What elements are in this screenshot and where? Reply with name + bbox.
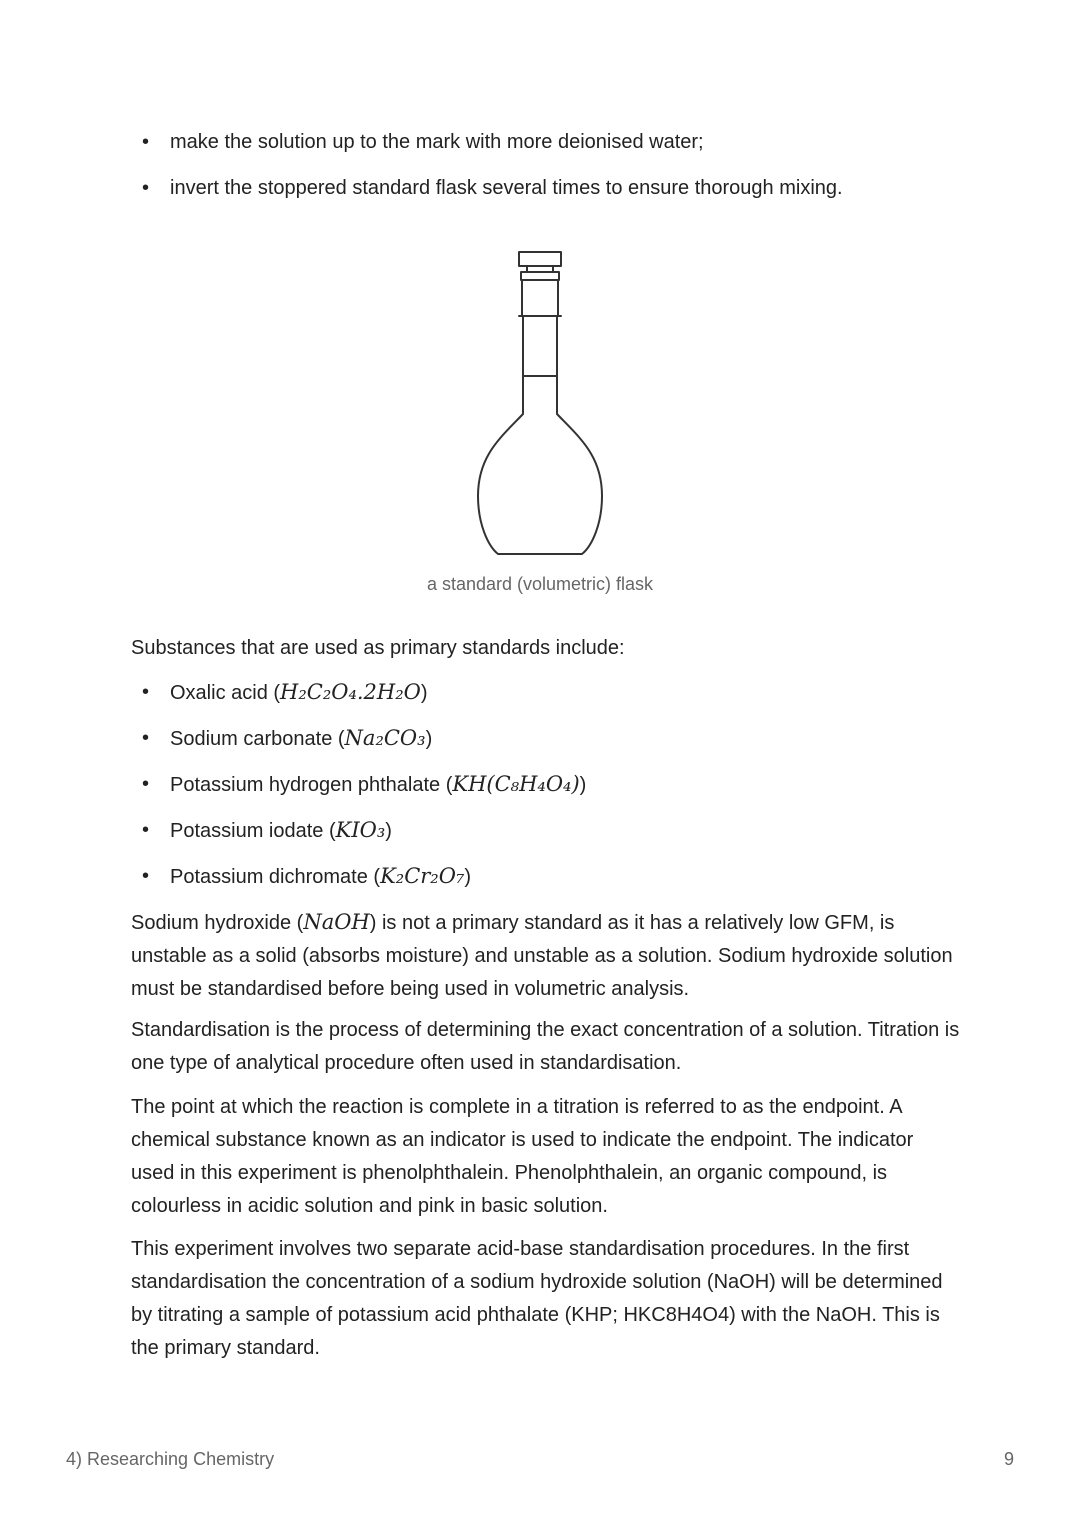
step-item: • make the solution up to the mark with more deionised water; [142,128,1002,156]
naoh-paragraph [131,906,961,1006]
page-number: 9 [1003,1449,1014,1469]
primary-standards-list [142,678,1002,908]
naoh-text-end: ) is not a primary standard as it has a relatively low GFM, is unstable as a solid (absorbs moisture) and unstable as a solution. Sodium hydroxide solution must be standardised before being used in volumetric analysis. [131,912,953,1000]
volumetric-flask-illustration [470,246,610,566]
substance-name: Oxalic acid [170,682,268,704]
chemical-formula: KIO₃ [335,818,386,842]
chemical-formula: KH(C₈H₄O₄) [452,772,580,796]
figure-caption: a standard (volumetric) flask [426,574,654,594]
chemical-formula: H₂C₂O₄.2H₂O [280,680,421,704]
substance-name: Potassium dichromate [170,866,368,888]
list-item: • Oxalic acid (H₂C₂O₄.2H₂O) [142,678,1002,707]
list-item: • Potassium dichromate (K₂Cr₂O₇) [142,862,1002,891]
list-item: • Sodium carbonate (Na₂CO₃) [142,724,1002,753]
list-item: • Potassium iodate (KIO₃) [142,816,1002,845]
substance-name: Potassium iodate [170,820,324,842]
substance-name: Sodium carbonate [170,728,333,750]
footer-section-title: 4) Researching Chemistry [66,1449,275,1469]
step-item: • invert the stoppered standard flask several times to ensure thorough mixing. [142,174,1002,202]
chemical-formula: NaOH [303,910,370,934]
naoh-text-start: Sodium hydroxide ( [131,912,304,934]
list-item: • Potassium hydrogen phthalate (KH(C₈H₄O₄)) [142,770,1002,799]
chemical-formula: Na₂CO₃ [344,726,426,750]
standardisation-paragraph: Standardisation is the process of determining the exact concentration of a solution. Titration is one type of analytical procedure often used in standardisation. [131,1019,960,1074]
endpoint-paragraph: The point at which the reaction is complete in a titration is referred to as the endpoint. A chemical substance known as an indicator is used to indicate the endpoint. The indicator used in this experiment is phenolphthalein. Phenolphthalein, an organic compound, is colourless in acidic solution and pink in basic solution. [131,1096,914,1217]
primary-standards-intro: Substances that are used as primary standards include: [131,637,625,659]
procedure-steps [142,128,1002,220]
experiment-paragraph: This experiment involves two separate acid-base standardisation procedures. In the first standardisation the concentration of a sodium hydroxide solution (NaOH) will be determined by titrating a sample of potassium acid phthalate (KHP; HKC8H4O4) with the NaOH. This is the primary standard. [131,1238,943,1359]
chemical-formula: K₂Cr₂O₇ [380,864,465,888]
substance-name: Potassium hydrogen phthalate [170,774,441,796]
